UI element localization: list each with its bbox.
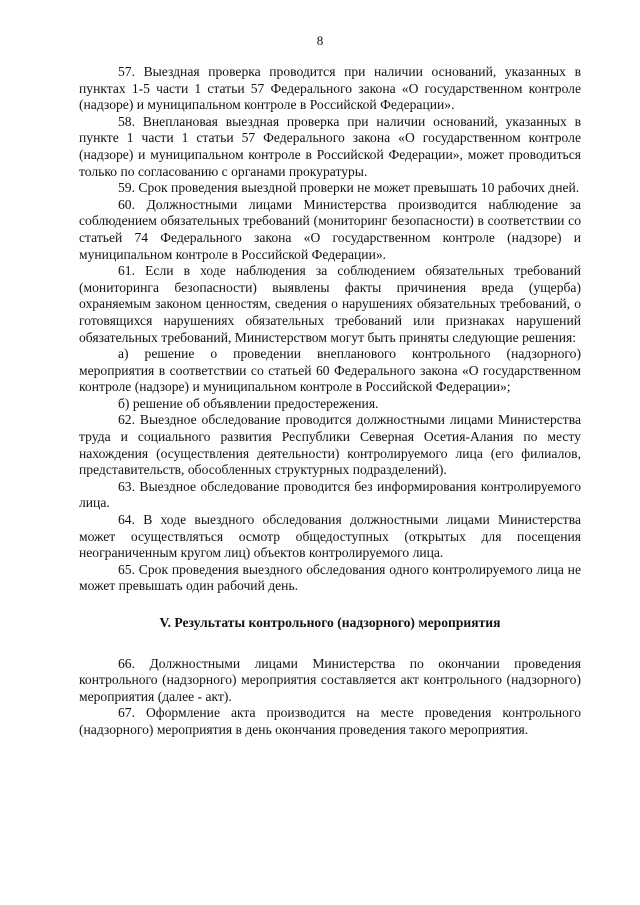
page-number: 8 xyxy=(316,33,324,48)
paragraph-60: 60. Должностными лицами Министерства производится наблюдение за соблюдением обязательных требований (мониторинг безопасности) в соответствии со статьей 74 Федерального закона «О государственном контроле (надзоре) и муниципальном контроле в Российской Федерации». xyxy=(79,196,581,262)
paragraph-59: 59. Срок проведения выездной проверки не может превышать 10 рабочих дней. xyxy=(118,180,580,196)
paragraph-61: 61. Если в ходе наблюдения за соблюдением обязательных требований (мониторинга безопасности) выявлены факты причинения вреда (ущерба) охраняемым законом ценностям, сведения о нарушениях обязательных требований, о готовящихся нарушениях обязательных требований или признаках нарушений обязательных требований, Министерством могут быть приняты следующие решения: xyxy=(79,263,581,345)
paragraph-65: 65. Срок проведения выездного обследования одного контролируемого лица не может превышать один рабочий день. xyxy=(79,561,581,594)
paragraph-63: 63. Выездное обследование проводится без информирования контролируемого лица. xyxy=(79,478,581,511)
paragraph-58: 58. Внеплановая выездная проверка при наличии оснований, указанных в пункте 1 части 1 статьи 57 Федерального закона «О государственном контроле (надзоре) и муниципальном контроле в Российской Федерации», может проводиться только по согласованию с органами прокуратуры. xyxy=(79,113,581,179)
paragraph-67: 67. Оформление акта производится на месте проведения контрольного (надзорного) мероприятия в день окончания проведения такого мероприятия. xyxy=(79,705,581,737)
paragraph-62: 62. Выездное обследование проводится должностными лицами Министерства труда и социального развития Республики Северная Осетия-Алания по месту нахождения (осуществления деятельности) контролируемого лица (его филиалов, представительств, обособленных структурных подразделений). xyxy=(79,412,581,478)
section-heading: V. Результаты контрольного (надзорного) мероприятия xyxy=(159,615,501,630)
paragraph-57: 57. Выездная проверка проводится при наличии оснований, указанных в пунктах 1-5 части 1 статьи 57 Федерального закона «О государственном контроле (надзоре) и муниципальном контроле в Российской Федерации». xyxy=(79,64,581,113)
paragraph-64: 64. В ходе выездного обследования должностными лицами Министерства может осуществляться осмотр общедоступных (открытых для посещения неограниченным кругом лиц) объектов контролируемого лица. xyxy=(79,512,581,561)
paragraph-61-b: б) решение об объявлении предостережения. xyxy=(118,395,379,411)
paragraph-61-a: а) решение о проведении внепланового контрольного (надзорного) мероприятия в соответствии со статьей 60 Федерального закона «О государственном контроле (надзоре) и муниципальном контроле в Российской Федерации»; xyxy=(79,346,581,395)
document-body xyxy=(79,64,581,739)
paragraph-66: 66. Должностными лицами Министерства по окончании проведения контрольного (надзорного) мероприятия составляется акт контрольного (надзорного) мероприятия (далее - акт). xyxy=(79,655,581,704)
